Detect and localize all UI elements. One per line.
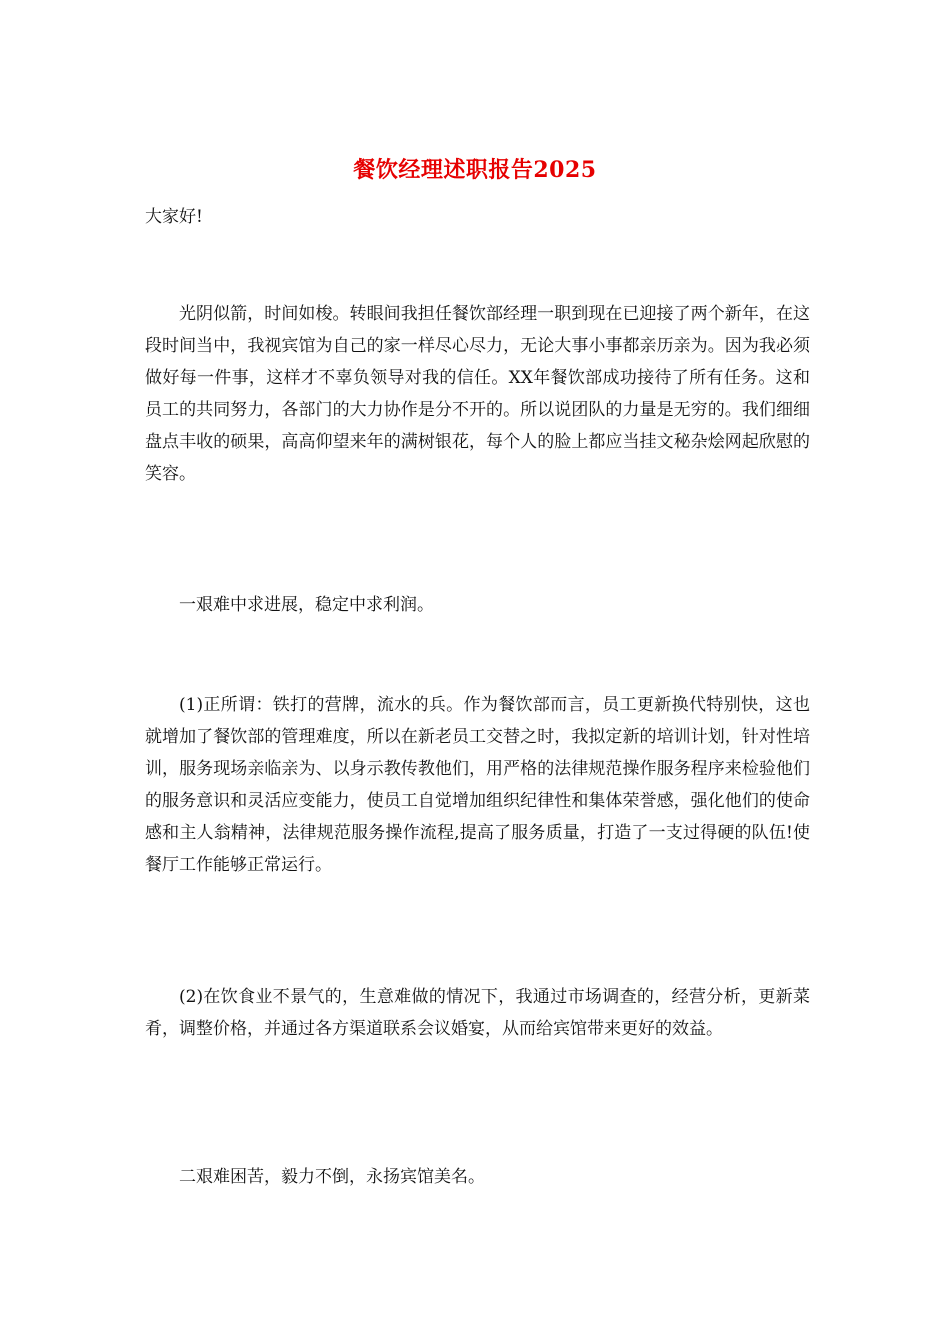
paragraph-intro: 光阴似箭，时间如梭。转眼间我担任餐饮部经理一职到现在已迎接了两个新年，在这段时间当中，我视宾馆为自己的家一样尽心尽力，无论大事小事都亲历亲为。因为我必须做好每一件事，这样才不辜负领导对我的信任。XX年餐饮部成功接待了所有任务。这和员工的共同努力，各部门的大力协作是分不开的。所以说团队的力量是无穷的。我们细细盘点丰收的硕果，高高仰望来年的满树银花，每个人的脸上都应当挂文秘杂烩网起欣慰的笑容。 — [145, 304, 810, 484]
paragraph-item-2: (2)在饮食业不景气的，生意难做的情况下，我通过市场调查的，经营分析，更新菜肴，调整价格，并通过各方渠道联系会议婚宴，从而给宾馆带来更好的效益。 — [145, 987, 810, 1039]
document-title: 餐饮经理述职报告2025 — [353, 157, 597, 183]
section-heading-one: 一艰难中求进展，稳定中求利润。 — [179, 595, 434, 615]
section-heading-two: 二艰难困苦，毅力不倒，永扬宾馆美名。 — [179, 1167, 485, 1187]
paragraph-item-1: (1)正所谓：铁打的营牌，流水的兵。作为餐饮部而言，员工更新换代特别快，这也就增加了餐饮部的管理难度，所以在新老员工交替之时，我拟定新的培训计划，针对性培训，服务现场亲临亲为、以身示教传教他们，用严格的法律规范操作服务程序来检验他们的服务意识和灵活应变能力，使员工自觉增加组织纪律性和集体荣誉感，强化他们的使命感和主人翁精神，法律规范服务操作流程,提高了服务质量，打造了一支过得硬的队伍!使餐厅工作能够正常运行。 — [145, 695, 810, 875]
greeting-line: 大家好! — [145, 207, 203, 227]
